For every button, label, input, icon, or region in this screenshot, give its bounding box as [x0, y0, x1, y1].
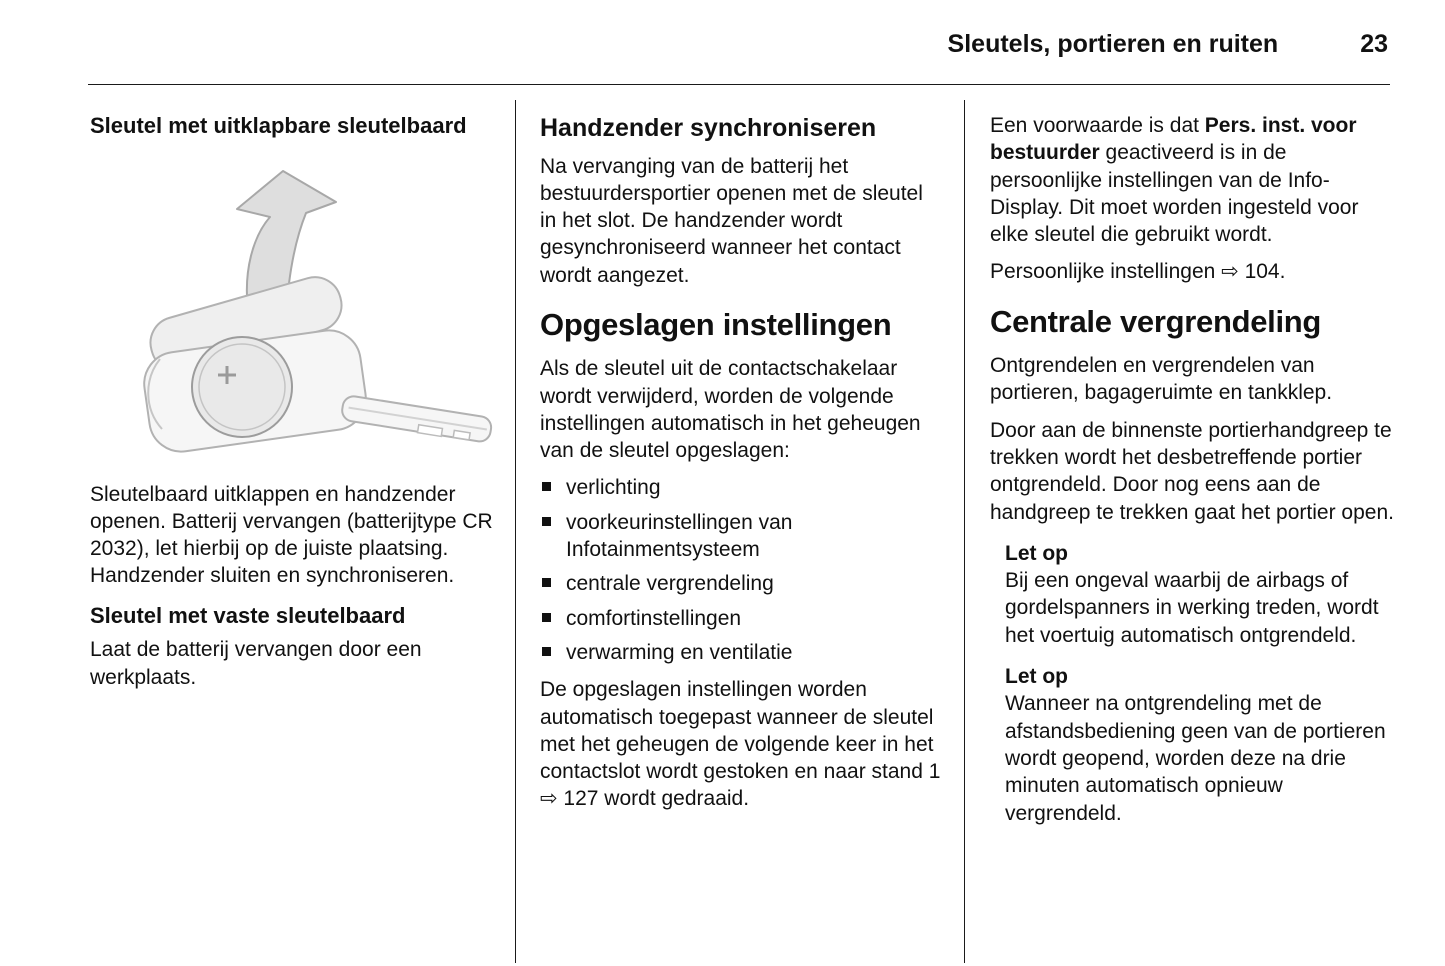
list-item-text: verwarming en ventilatie: [566, 640, 793, 664]
para-text: Een voorwaarde is dat: [990, 114, 1205, 137]
para-central-locking-2: Door aan de binnenste portierhandgreep te trekken wordt het desbetreffende portier ontgrendeld. Door nog eens aan de handgreep te trekken gaat het portier open.: [990, 418, 1394, 524]
column-divider-1: [515, 100, 516, 963]
note-text: Wanneer na ontgrendeling met de afstandsbediening geen van de portieren wordt geopend, worden deze na drie minuten automatisch opnieuw vergrendeld.: [1005, 692, 1386, 825]
para-text: geactiveerd is in de persoonlijke instellingen van de Info-Display. Dit moet worden ingesteld voor elke sleutel die gebruikt wordt.: [990, 141, 1359, 247]
page-reference-127: ⇨ 127: [540, 787, 599, 811]
column-left: [90, 112, 494, 701]
list-item-text: verlichting: [566, 476, 661, 500]
note-label: Let op: [1005, 541, 1068, 565]
para-sync-transmitter: Na vervanging van de batterij het bestuurdersportier openen met de sleutel in het slot. De handzender wordt gesynchroniseerd wanneer het contact wordt aangezet.: [540, 154, 923, 287]
heading-stored-settings: Opgeslagen instellingen: [540, 306, 892, 342]
para-personal-settings-ref: [990, 258, 1394, 285]
para-text: Persoonlijke instellingen: [990, 260, 1222, 284]
list-item-text: comfortinstellingen: [566, 606, 742, 630]
para-text: De opgeslagen instellingen worden automatisch toegepast wanneer de sleutel met het geheugen de volgende keer in het contactslot wordt gestoken en naar stand 1: [540, 678, 941, 784]
key-battery-illustration: [90, 147, 494, 465]
para-text: wordt gedraaid.: [598, 787, 750, 811]
column-divider-2: [964, 100, 965, 963]
caution-note-2: [1005, 663, 1394, 827]
note-label: Let op: [1005, 665, 1068, 689]
square-bullet-icon: [542, 482, 551, 491]
page-reference-104: ⇨ 104.: [1221, 260, 1286, 284]
stored-settings-list: [540, 474, 944, 666]
list-item: [540, 474, 944, 501]
key-blade-group: [340, 394, 492, 443]
column-right: [990, 112, 1394, 827]
page-number: 23: [1360, 30, 1388, 58]
square-bullet-icon: [542, 613, 551, 622]
para-central-locking-1: Ontgrendelen en vergrendelen van portieren, bagageruimte en tankklep.: [990, 354, 1333, 405]
page-header: [88, 30, 1388, 59]
caution-note-1: [1005, 540, 1394, 649]
square-bullet-icon: [542, 647, 551, 656]
heading-sync-transmitter: Handzender synchroniseren: [540, 114, 877, 142]
column-middle: [540, 112, 944, 823]
blade-notch-2: [453, 430, 470, 439]
para-settings-applied: [540, 676, 944, 812]
para-stored-intro: Als de sleutel uit de contactschakelaar wordt verwijderd, worden de volgende instellingen automatisch in het geheugen van de sleutel opgeslagen:: [540, 357, 921, 463]
bold-setting-name: Pers. inst. voor bestuurder: [990, 114, 1357, 165]
list-item: [540, 605, 944, 632]
para-workshop: Laat de batterij vervangen door een werkplaats.: [90, 638, 422, 689]
chapter-title: Sleutels, portieren en ruiten: [947, 30, 1279, 58]
key-illustration-svg: [90, 147, 494, 465]
para-battery-replace: Sleutelbaard uitklappen en handzender openen. Batterij vervangen (batterijtype CR 2032), let hierbij op de juiste plaatsing. Handzender sluiten en synchroniseren.: [90, 482, 493, 588]
heading-central-locking: Centrale vergrendeling: [990, 303, 1322, 339]
list-item-text: voorkeurinstellingen van Infotainmentsysteem: [566, 510, 793, 562]
header-rule: [88, 84, 1390, 85]
battery-shape: [192, 337, 292, 437]
heading-fixed-key: Sleutel met vaste sleutelbaard: [90, 602, 406, 628]
list-item-text: centrale vergrendeling: [566, 572, 774, 596]
list-item: [540, 639, 944, 666]
list-item: [540, 570, 944, 597]
square-bullet-icon: [542, 517, 551, 526]
list-item: [540, 509, 944, 564]
square-bullet-icon: [542, 578, 551, 587]
para-condition: [990, 112, 1394, 248]
note-text: Bij een ongeval waarbij de airbags of gordelspanners in werking treden, wordt het voertuig automatisch ontgrendeld.: [1005, 569, 1379, 647]
heading-flip-key: Sleutel met uitklapbare sleutelbaard: [90, 113, 467, 138]
